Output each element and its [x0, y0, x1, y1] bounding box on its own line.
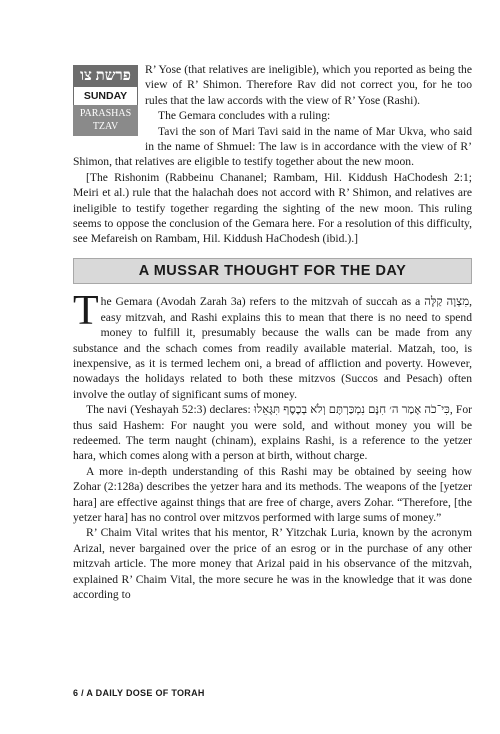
paragraph: The Gemara concludes with a ruling: [158, 109, 331, 123]
parasha-line2: TZAV [92, 121, 119, 132]
parasha-line1: PARASHAS [79, 108, 132, 119]
paragraph: A more in-depth understanding of this Rashi may be obtained by seeing how Zohar (2:128a) describes the yetzer hara and its methods. The weapons of the [yetzer hara] are effective against things that are free of charge, avers Zohar. “Therefore, [the yetzer hara] has no control over mitzvos performed with large sums of money.” [73, 464, 472, 524]
parasha-hebrew-title: פרשת צו [73, 65, 138, 87]
body-text [73, 62, 472, 602]
page-footer: 6 / A DAILY DOSE OF TORAH [73, 688, 205, 698]
paragraph: [The Rishonim (Rabbeinu Chananel; Rambam, Hil. Kiddush HaChodesh 2:1; Meiri et al.) rule that the halachah does not accord with R’ Shimon, and relatives are ineligible to testify together regarding the sighting of the new moon. This ruling seems to oppose the conclusion of the Gemara here. For a resolution of this difficulty, see Mefareish on Rambam, Hil. Kiddush HaChodesh (ibid.).] [73, 170, 472, 246]
drop-cap: T [73, 288, 99, 335]
paragraph [73, 288, 472, 402]
day-label: SUNDAY [73, 87, 138, 105]
paragraph: R’ Yose (that relatives are ineligible), which you reported as being the view of R’ Shimon. Therefore Rav did not correct you, for he too rules that the law accords with the view of R’ Yose (Rashi). [145, 63, 472, 107]
paragraph: R’ Chaim Vital writes that his mentor, R’ Yitzchak Luria, known by the acronym Arizal, never bargained over the price of an esrog or in the purchase of any other mitzvah article. The more money that Arizal paid in his observance of the mitzvah, explained R’ Chaim Vital, the more secure he was in the knowledge that it was done according to [73, 526, 472, 601]
sidebox-spacer [73, 62, 145, 152]
section-heading: A MUSSAR THOUGHT FOR THE DAY [73, 258, 472, 284]
paragraph-text: he Gemara (Avodah Zarah 3a) refers to the mitzvah of succah as a מִצְוָה קַלָּה, easy mitzvah, and Rashi explains this to mean that there is no need to spend money to fulfill it, presumably because the walls can be made from any substance and the schach comes from readily available material. Matzah, too, is inexpensive, as it is termed lechem oni, a bread of affliction and poverty. However, nowadays the holidays related to both these mitzvos (Succos and Pesach) often involve the outlay of significant sums of money. [73, 295, 472, 401]
paragraph: Tavi the son of Mari Tavi said in the name of Mar Ukva, who said in the name of Shmuel: The law is in accordance with the view of R’ Shimon, that relatives are eligible to testify together about the new moon. [73, 124, 472, 169]
paragraph: The navi (Yeshayah 52:3) declares: כִּי־כֹה אָמַר ה׳ חִנָּם נִמְכַּרְתֶּם וְלֹא בְכֶסֶף תִּגָּאֵלוּ, For thus said Hashem: For naught you were sold, and without money you will be redeemed. The term naught (chinam), explains Rashi, is a reference to the yetzer hara, which comes along with a person at birth, without charge. [73, 403, 473, 463]
